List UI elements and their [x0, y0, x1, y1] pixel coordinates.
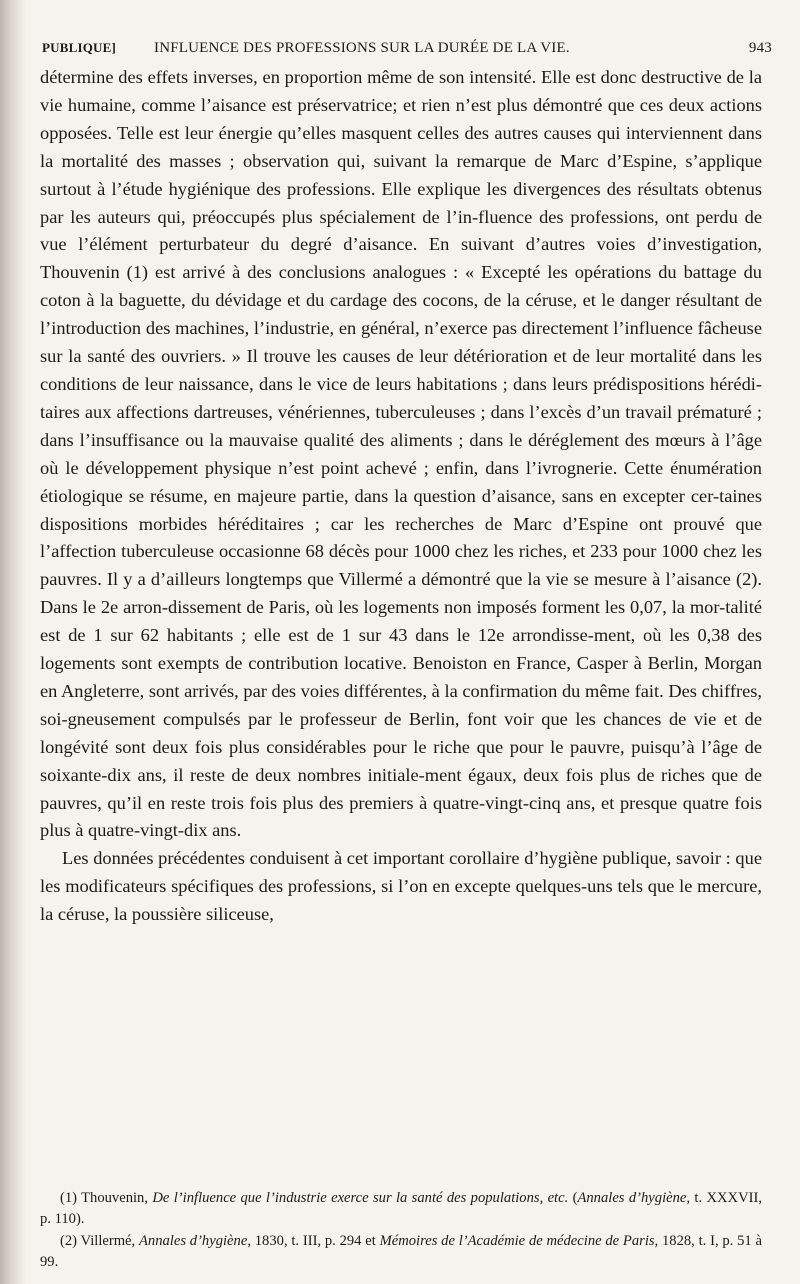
footnote-2-title: Annales d’hygiène, [138, 1233, 251, 1249]
footnote-1-number: (1) [60, 1190, 78, 1206]
header-section: PUBLIQUE] [42, 40, 117, 55]
paragraph-2: Les données précédentes conduisent à cet important corollaire d’hygiène publique, savoir : que les modificateurs spécifiques des professions, si l’on en excepte quelques-uns tels que le mercure, la céruse, la poussière siliceuse, [40, 848, 762, 925]
running-header [42, 40, 772, 64]
footnote-1 [40, 1188, 762, 1230]
footnotes [40, 1188, 762, 1274]
paragraph-1: détermine des effets inverses, en proportion même de son intensité. Elle est donc destructive de la vie humaine, comme l’aisance est préservatrice; et rien n’est plus démontré que ces deux actions opposées. Telle est leur énergie qu’elles masquent celles des autres causes qui interviennent dans la mortalité des masses ; observation qui, suivant la remarque de Marc d’Espine, s’applique surtout à l’étude hygiénique des professions. Elle explique les divergences des résultats obtenus par les auteurs qui, préoccupés plus spécialement de l’in-fluence des professions, ont perdu de vue l’élément perturbateur du degré d’aisance. En suivant d’autres voies d’investigation, Thouvenin (1) est arrivé à des conclusions analogues : « Excepté les opérations du battage du coton à la baguette, du dévidage et du cardage des cocons, de la céruse, et le danger résultant de l’introduction des machines, l’industrie, en général, n’exerce pas directement l’influence fâcheuse sur la santé des ouvriers. » Il trouve les causes de leur détérioration et de leur mortalité dans les conditions de leur naissance, dans le vice de leurs habitations ; dans leurs prédispositions hérédi-taires aux affections dartreuses, vénériennes, tuberculeuses ; dans l’excès d’un travail prématuré ; dans l’insuffisance ou la mauvaise qualité des aliments ; dans le déréglement des mœurs à l’âge où le développement physique n’est point achevé ; enfin, dans l’ivrognerie. Cette énumération étiologique se résume, en majeure partie, dans la question d’aisance, sans en excepter cer-taines dispositions morbides héréditaires ; car les recherches de Marc d’Espine ont prouvé que l’affection tuberculeuse occasionne 68 décès pour 1000 chez les riches, et 233 pour 1000 chez les pauvres. Il y a d’ailleurs longtemps que Villermé a démontré que la vie se mesure à l’aisance (2). Dans le 2e arron-dissement de Paris, où les logements non imposés forment les 0,07, la mor-talité est de 1 sur 62 habitants ; elle est de 1 sur 43 dans le 12e arrondisse-ment, où les 0,38 des logements sont exempts de contribution locative. Benoiston en France, Casper à Berlin, Morgan en Angleterre, sont arrivés, par des voies différentes, à la confirmation du même fait. Des chiffres, soi-gneusement compulsés par le professeur de Berlin, font voir que les chances de vie et de longévité sont deux fois plus considérables pour le riche que pour le pauvre, puisqu’à l’âge de soixante-dix ans, il reste de deux nombres initiale-ment égaux, deux fois plus de riches que de pauvres, qu’il en reste trois fois plus des premiers à quatre-vingt-cinq ans, et presque quatre fois plus à quatre-vingt-dix ans. [40, 67, 762, 841]
footnote-1-rest: t. XXXVII, p. 110). [40, 1190, 762, 1227]
header-title: INFLUENCE DES PROFESSIONS SUR LA DURÉE DE LA VIE. [154, 40, 570, 56]
footnote-2-author: Villermé, [80, 1233, 136, 1249]
binding-shadow [0, 0, 26, 1284]
footnote-2-number: (2) [60, 1233, 78, 1249]
footnote-1-ref-open: ( [572, 1190, 578, 1206]
footnote-1-source: Annales d’hygiène, [577, 1190, 691, 1206]
footnote-1-author: Thouvenin, [81, 1190, 149, 1206]
page-number: 943 [748, 40, 772, 56]
footnote-1-title: De l’influence que l’industrie exerce sur la santé des populations, etc. [152, 1190, 569, 1206]
footnote-2-rest: 1828, t. I, p. 51 à 99. [40, 1233, 762, 1270]
footnote-2-middle: 1830, t. III, p. 294 et [254, 1233, 376, 1249]
body-text [40, 64, 762, 929]
footnote-2 [40, 1231, 762, 1273]
footnote-2-source: Mémoires de l’Académie de médecine de Paris, [379, 1233, 659, 1249]
